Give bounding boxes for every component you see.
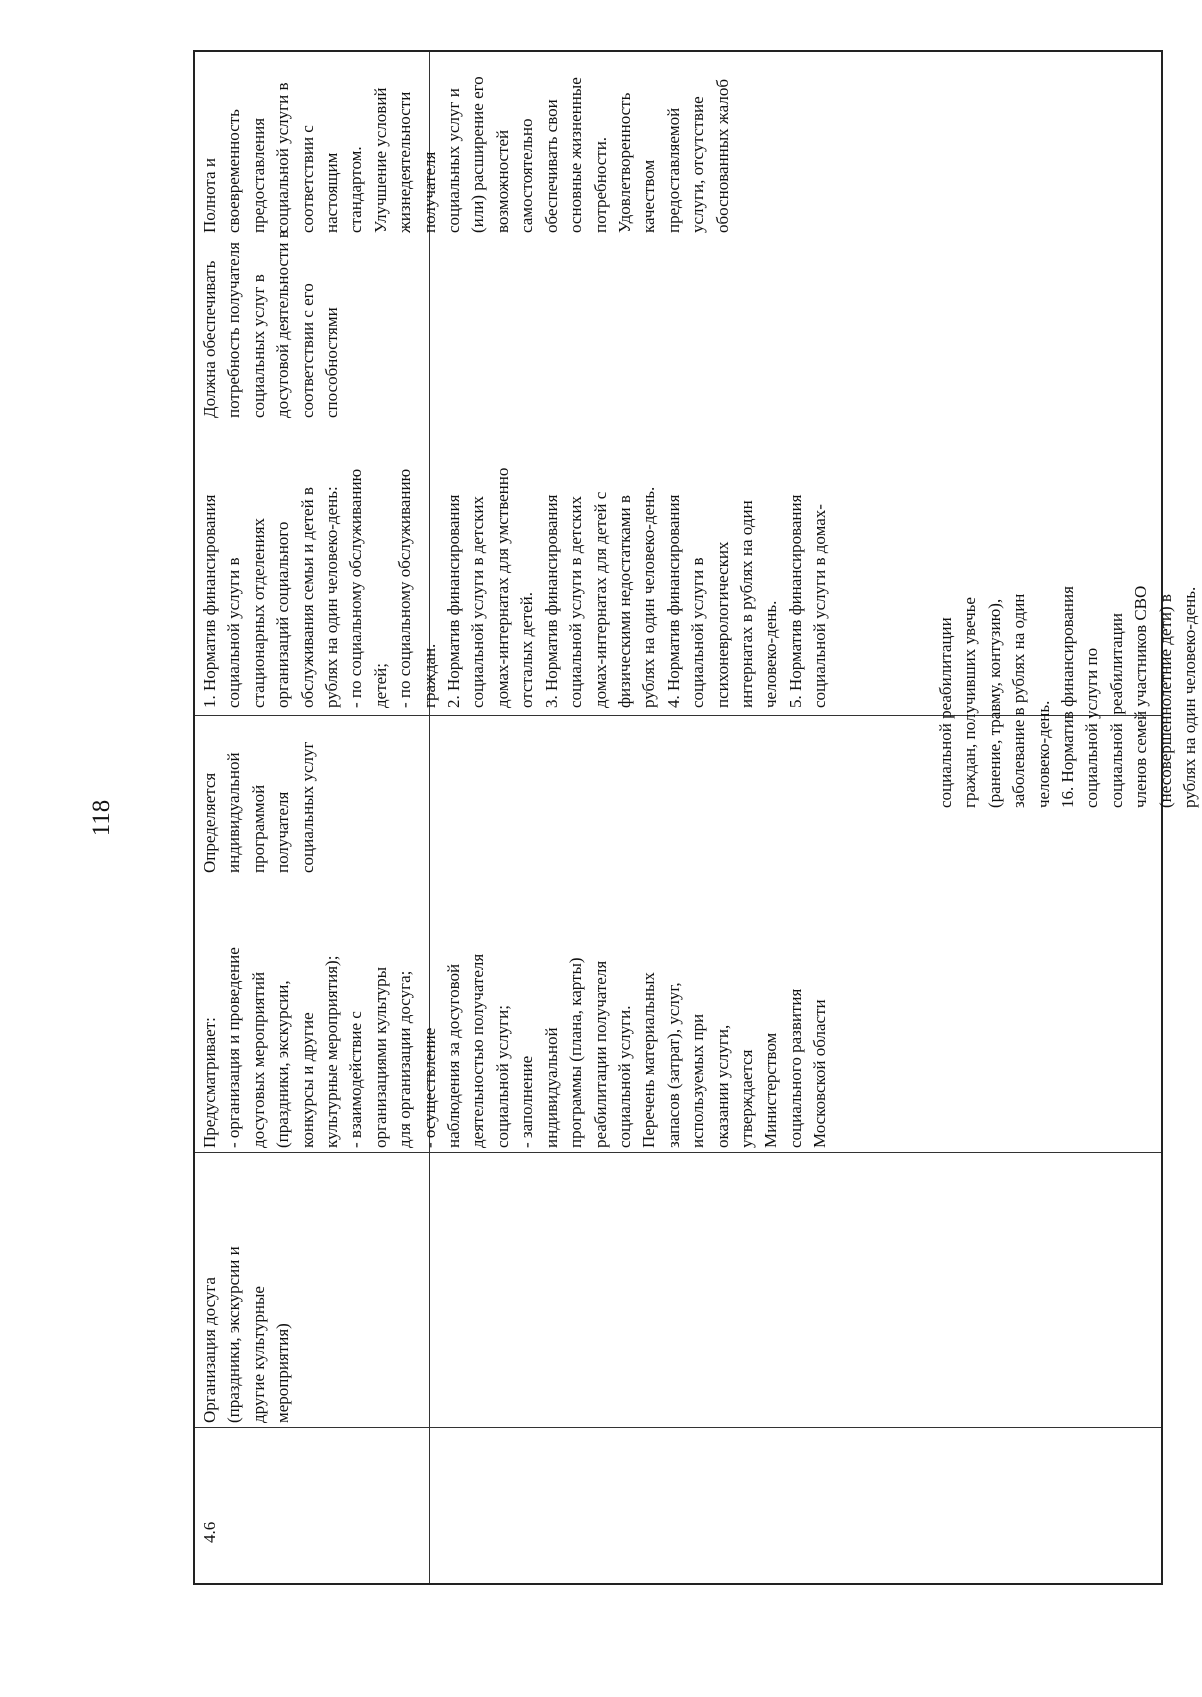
- service-conditions-cell: Должна обеспечивать потребность получателя социальных услуг в досуговой деятельности в соответствии с его способностями: [200, 230, 342, 418]
- rotated-table-content: [195, 52, 1200, 1587]
- continued-normative-cell: социальной реабилитации граждан, получивших увечье (ранение, травму, контузию), заболевание в рублях на один человеко-день. 16. Норматив финансирования социальной услуги по социальной реабилитации членов семей участников СВО (несовершеннолетние дети) в рублях на один человеко-день.: [936, 585, 1200, 808]
- quality-indicators-cell: Полнота и своевременность предоставления социальной услуги в соответствии с настоящим стандартом. Улучшение условий жизнедеятельности получателя социальных услуг и (или) расширение его возможностей самостоятельно обеспечивать свои основные жизненные потребности. Удовлетворенность качеством предоставляемой услуги, отсутствие обоснованных жалоб: [200, 76, 732, 233]
- row-number-cell: 4.6: [200, 1521, 219, 1543]
- service-name-cell: Организация досуга (праздники, экскурсии и другие культурные мероприятия): [200, 1246, 293, 1423]
- service-volume-cell: Определяется индивидуальной программой получателя социальных услуг: [200, 741, 317, 873]
- financing-normative-cell: 1. Норматив финансирования социальной услуги в стационарных отделениях организаций социального обслуживания семьи и детей в рублях на один человеко-день: - по социальному обслуживанию детей; - по социальному обслуживанию граждан. 2. Норматив финансирования социальной услуги в детских домах-интернатах для умственно отсталых детей. 3. Норматив финансирования социальной услуги в детских домах-интернатах для детей с физическими недостатками в рублях на один человеко-день. 4. Норматив финансирования социальной услуги в психоневрологических интернатах в рублях на один человеко-день. 5. Норматив финансирования социальной услуги в домах-: [200, 467, 830, 708]
- service-description-cell: Предусматривает: - организация и проведение досуговых мероприятий (праздники, экскурсии, конкурсы и другие культурные мероприятия); - взаимодействие с организациями культуры для организации досуга; - осуществление наблюдения за досуговой деятельностью получателя социальной услуги; - заполнение индивидуальной программы (плана, карты) реабилитации получателя социальной услуги. Перечень материальных запасов (затрат), услуг, используемых при оказании услуги, утверждается Министерством социального развития Московской области: [200, 947, 830, 1148]
- page-number: 118: [88, 799, 115, 837]
- services-table: [193, 50, 1200, 1585]
